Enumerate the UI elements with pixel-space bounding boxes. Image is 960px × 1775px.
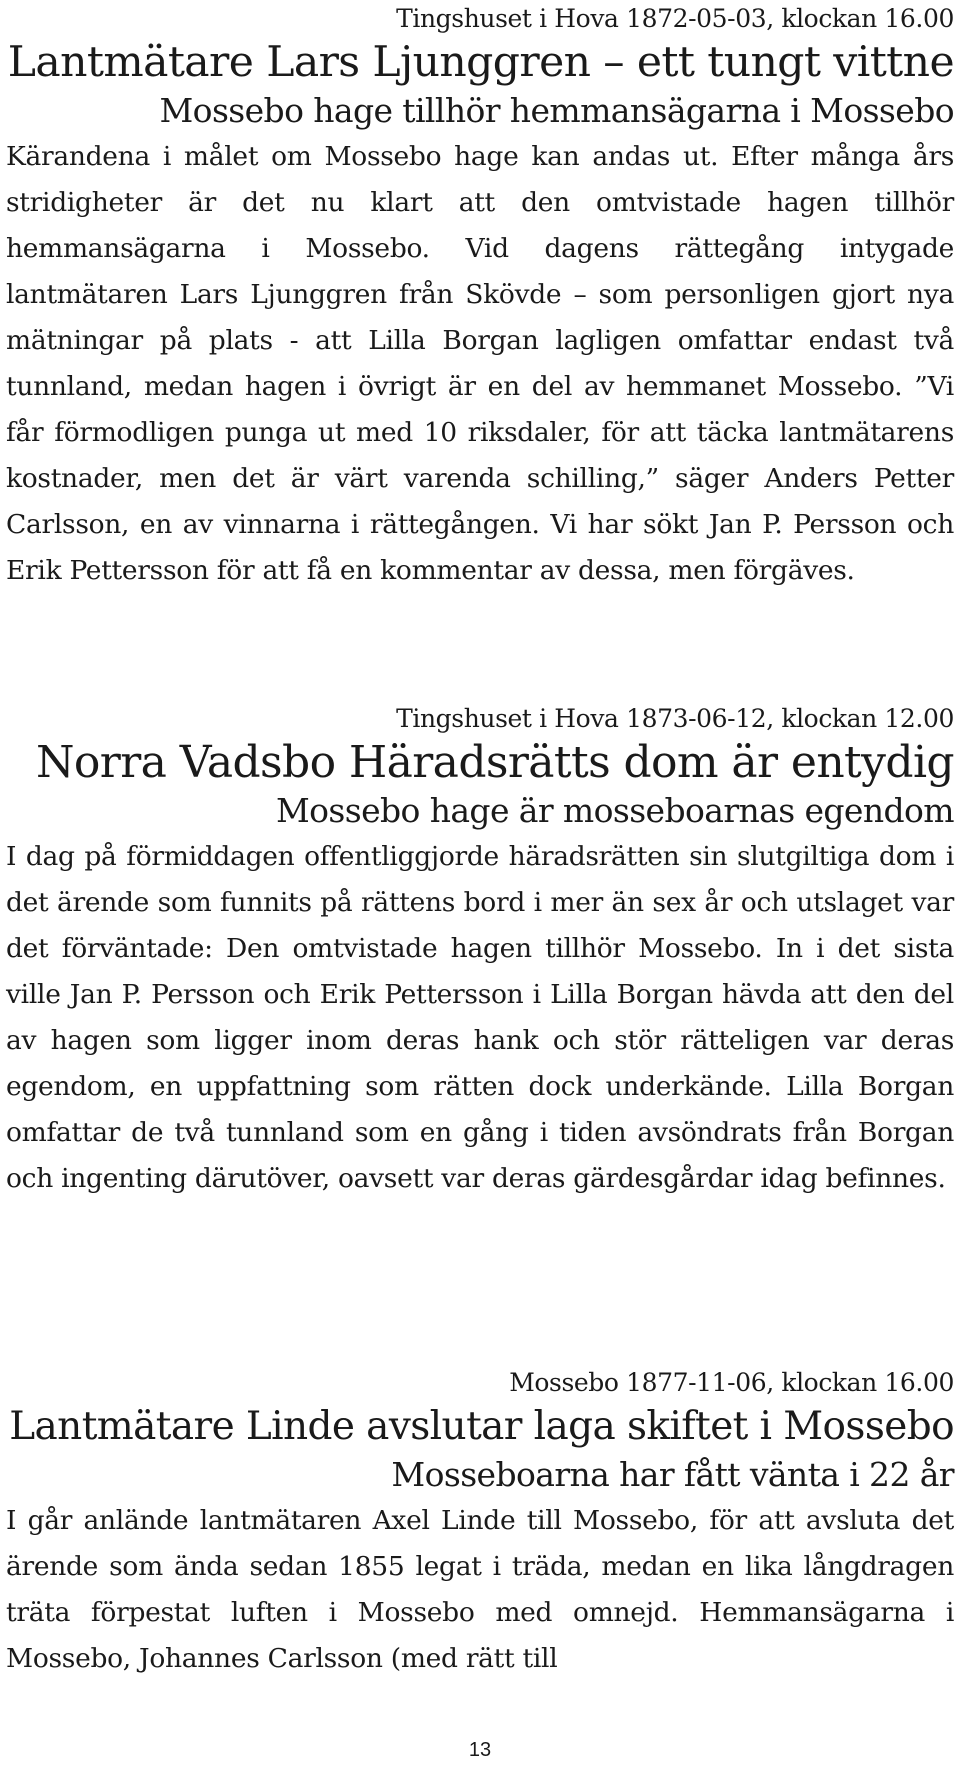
article-dateline: Tingshuset i Hova 1872-05-03, klockan 16.00 <box>396 4 954 33</box>
article-dateline: Tingshuset i Hova 1873-06-12, klockan 12.00 <box>396 704 954 733</box>
page-number: 13 <box>468 1739 492 1761</box>
article-body: I dag på förmiddagen offentliggjorde häradsrätten sin slutgiltiga dom i det ärende som funnits på rättens bord i mer än sex år och utslaget var det förväntade: Den omtvistade hagen tillhör Mossebo. In i det sista ville Jan P. Persson och Erik Pettersson i Lilla Borgan hävda att den del av hagen som ligger inom deras hank och stör rätteligen var deras egendom, en uppfattning som rätten dock underkände. Lilla Borgan omfattar de två tunnland som en gång i tiden avsöndrats från Borgan och ingenting därutöver, oavsett var deras gärdesgårdar idag befinnes. <box>6 841 954 1194</box>
article-headline: Lantmätare Linde avslutar laga skiftet i Mossebo <box>9 1404 954 1449</box>
article-1872 <box>6 4 954 594</box>
article-headline: Lantmätare Lars Ljunggren – ett tungt vittne <box>7 38 954 87</box>
article-subheadline: Mossebo hage är mosseboarnas egendom <box>275 791 954 830</box>
article-1877 <box>6 1368 954 1682</box>
article-subheadline: Mossebo hage tillhör hemmansägarna i Mossebo <box>159 91 954 130</box>
article-subheadline: Mosseboarna har fått vänta i 22 år <box>391 1455 954 1494</box>
article-body: Kärandena i målet om Mossebo hage kan andas ut. Efter många års stridigheter är det nu klart att den omtvistade hagen tillhör hemmansägarna i Mossebo. Vid dagens rättegång intygade lantmätaren Lars Ljunggren från Skövde – som personligen gjort nya mätningar på plats - att Lilla Borgan lagligen omfattar endast två tunnland, medan hagen i övrigt är en del av hemmanet Mossebo. ”Vi får förmodligen punga ut med 10 riksdaler, för att täcka lantmätarens kostnader, men det är värt varenda schilling,” säger Anders Petter Carlsson, en av vinnarna i rättegången. Vi har sökt Jan P. Persson och Erik Pettersson för att få en kommentar av dessa, men förgäves. <box>6 141 954 586</box>
article-headline: Norra Vadsbo Häradsrätts dom är entydig <box>36 737 954 788</box>
article-dateline: Mossebo 1877-11-06, klockan 16.00 <box>509 1368 954 1397</box>
article-body: I går anlände lantmätaren Axel Linde till Mossebo, för att avsluta det ärende som ända sedan 1855 legat i träda, medan en lika långdragen träta förpestat luften i Mossebo med omnejd. Hemmansägarna i Mossebo, Johannes Carlsson (med rätt till <box>6 1505 954 1674</box>
article-1873 <box>6 704 954 1202</box>
